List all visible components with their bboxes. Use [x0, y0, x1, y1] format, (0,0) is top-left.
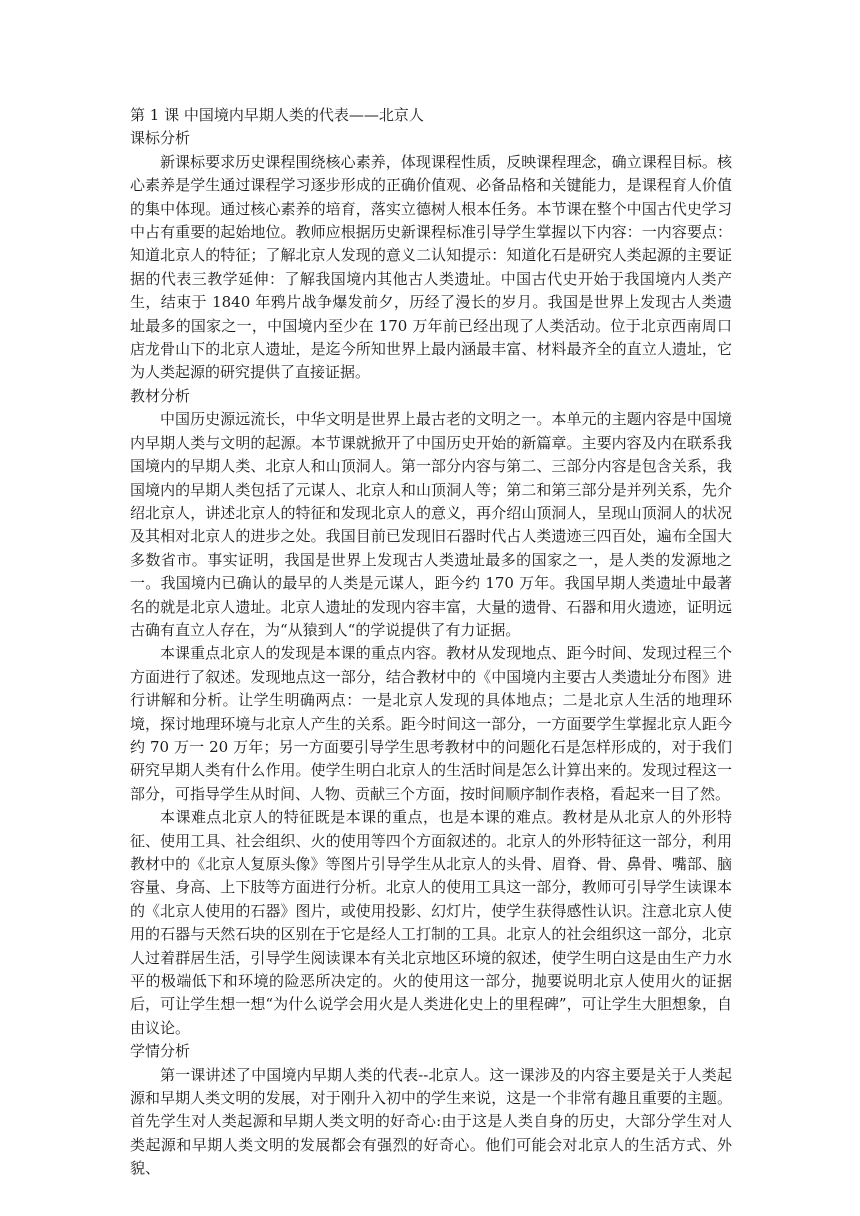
paragraph: 本课难点北京人的特征既是本课的重点，也是本课的难点。教材是从北京人的外形特征、使用工具、社会组织、火的使用等四个方面叙述的。北京人的外形特征这一部分，利用教材中的《北京人复原头像》等图片引导学生从北京人的头骨、眉脊、骨、鼻骨、嘴部、脑容量、身高、上下肢等方面进行分析。北京人的使用工具这一部分，教师可引导学生读课本的《北京人使用的石器》图片，或使用投影、幻灯片，使学生获得感性认识。注意北京人使用的石器与天然石块的区别在于它是经人工打制的工具。北京人的社会组织这一部分，北京人过着群居生活，引导学生阅读课本有关北京地区环境的叙述，使学生明白这是由生产力水平的极端低下和环境的险恶所决定的。火的使用这一部分，抛要说明北京人使用火的证据后，可让学生想一想“为什么说学会用火是人类进化史上的里程碑”，可让学生大胆想象，自由议论。	[130, 808, 732, 1037]
lesson-title: 第 1 课 中国境内早期人类的代表——北京人	[130, 106, 424, 124]
section-heading-textbook: 教材分析	[130, 386, 191, 405]
section-heading-curriculum: 课标分析	[130, 129, 191, 148]
document-body	[130, 104, 732, 1181]
paragraph: 本课重点北京人的发现是本课的重点内容。教材从发现地点、距今时间、发现过程三个方面进行了叙述。发现地点这一部分，结合教材中的《中国境内主要古人类遗址分布图》进行讲解和分析。让学生明确两点：一是北京人发现的具体地点；二是北京人生活的地理环境，探讨地理环境与北京人产生的关系。距今时间这一部分，一方面要学生掌握北京人距今约 70 万一 20 万年；另一方面要引导学生思考教材中的问题化石是怎样形成的，对于我们研究早期人类有什么作用。使学生明白北京人的生活时间是怎么计算出来的。发现过程这一部分，可指导学生从时间、人物、贡献三个方面，按时间顺序制作表格，看起来一目了然。	[130, 644, 732, 803]
paragraph: 中国历史源远流长，中华文明是世界上最古老的文明之一。本单元的主题内容是中国境内早期人类与文明的起源。本节课就掀开了中国历史开始的新篇章。主要内容及内在联系我国境内的早期人类、北京人和山顶洞人。第一部分内容与第二、三部分内容是包含关系，我国境内的早期人类包括了元谋人、北京人和山顶洞人等；第二和第三部分是并列关系，先介绍北京人，讲述北京人的特征和发现北京人的意义，再介绍山顶洞人，呈现山顶洞人的状况及其相对北京人的进步之处。我国目前已发现旧石器时代占人类遗迹三四百处，遍布全国大多数省市。事实证明，我国是世界上发现古人类遗址最多的国家之一，是人类的发源地之一。我国境内已确认的最早的人类是元谋人，距今约 170 万年。我国早期人类遗址中最著名的就是北京人遗址。北京人遗址的发现内容丰富，大量的遗骨、石器和用火遗迹，证明远古确有直立人存在，为“从猿到人“的学说提供了有力证据。	[130, 410, 732, 639]
paragraph: 第一课讲述了中国境内早期人类的代表--北京人。这一课涉及的内容主要是关于人类起源和早期人类文明的发展，对于刚升入初中的学生来说，这是一个非常有趣且重要的主题。首先学生对人类起源和早期人类文明的好奇心:由于这是人类自身的历史，大部分学生对人类起源和早期人类文明的发展都会有强烈的好奇心。他们可能会对北京人的生活方式、外貌、	[130, 1065, 732, 1178]
section-heading-students: 学情分析	[130, 1042, 191, 1061]
paragraph: 新课标要求历史课程围绕核心素养，体现课程性质，反映课程理念，确立课程目标。核心素养是学生通过课程学习逐步形成的正确价值观、必备品格和关键能力，是课程育人价值的集中体现。通过核心素养的培育，落实立德树人根本任务。本节课在整个中国古代史学习中占有重要的起始地位。教师应根据历史新课程标准引导学生掌握以下内容：一内容要点：知道北京人的特征；了解北京人发现的意义二认知提示：知道化石是研究人类起源的主要证据的代表三教学延伸：了解我国境内其他古人类遗址。中国古代史开始于我国境内人类产生，结束于 1840 年鸦片战争爆发前夕，历经了漫长的岁月。我国是世界上发现古人类遗址最多的国家之一，中国境内至少在 170 万年前已经出现了人类活动。位于北京西南周口店龙骨山下的北京人遗址，是迄今所知世界上最内涵最丰富、材料最齐全的直立人遗址，它为人类起源的研究提供了直接证据。	[130, 152, 732, 382]
